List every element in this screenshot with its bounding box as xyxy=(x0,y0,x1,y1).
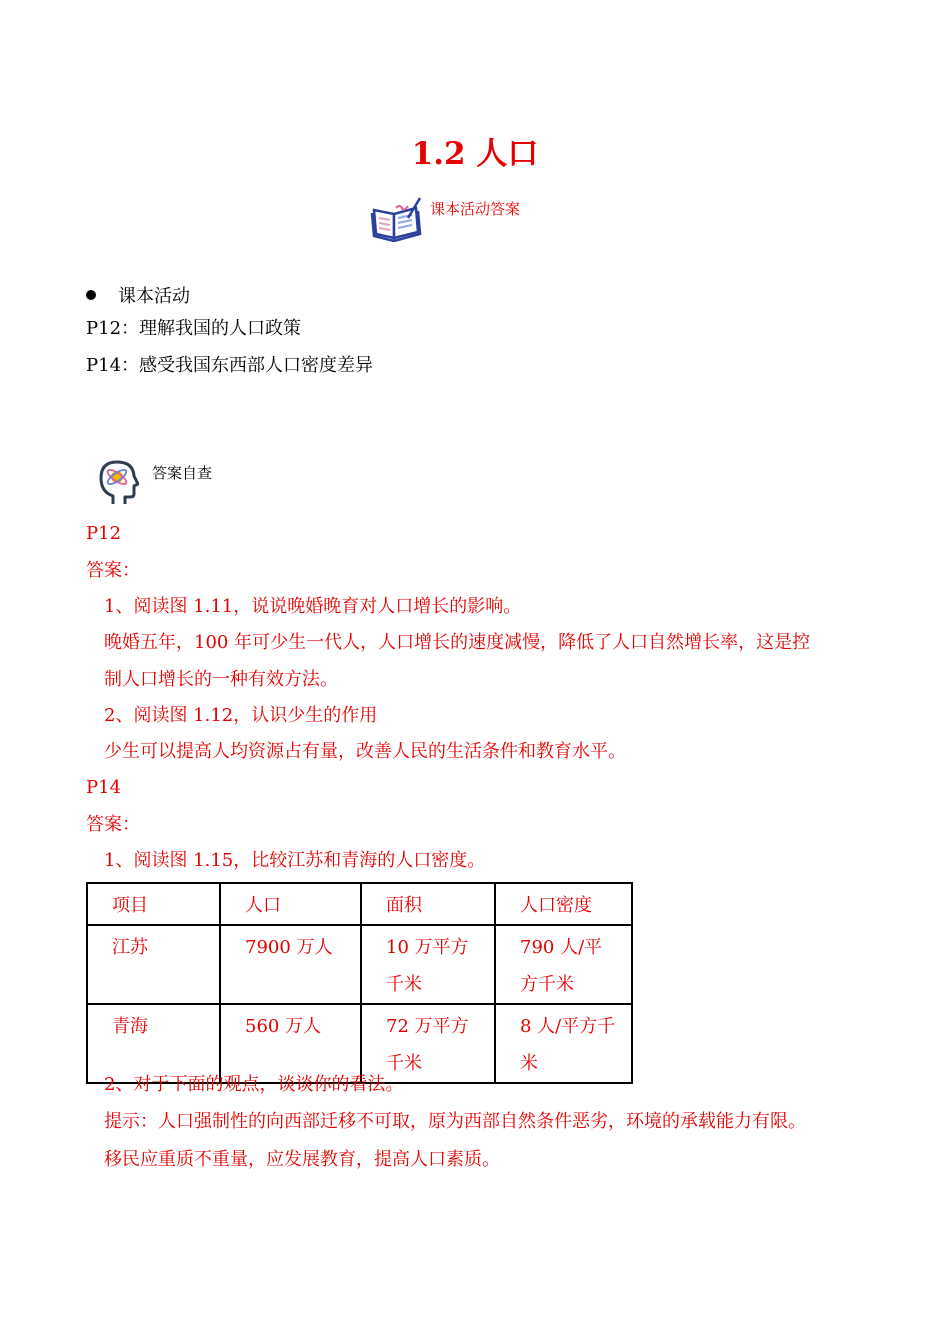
page-title: 1.2 人口 xyxy=(411,136,539,172)
p14-page-label: P14 xyxy=(86,777,122,798)
section-heading xyxy=(86,282,190,308)
p12-answer-2: 少生可以提高人均资源占有量，改善人民的生活条件和教育水平。 xyxy=(104,741,626,762)
activity-line-p12: P12：理解我国的人口政策 xyxy=(86,318,302,339)
table-cell: 江苏 xyxy=(87,925,220,1004)
table-row xyxy=(87,925,632,1004)
thinking-head-icon xyxy=(97,458,139,506)
p12-question-1: 1、阅读图 1.11，说说晚婚晚育对人口增长的影响。 xyxy=(104,596,522,617)
table-cell: 790 人/平方千米 xyxy=(495,925,632,1004)
p12-answer-label: 答案： xyxy=(86,560,140,581)
p14-answer-2-line-1: 提示：人口强制性的向西部迁移不可取，原为西部自然条件恶劣，环境的承载能力有限。 xyxy=(104,1111,806,1132)
table-cell: 青海 xyxy=(87,1004,220,1083)
p14-question-2: 2、对于下面的观点，谈谈你的看法。 xyxy=(104,1074,404,1095)
self-check-label: 答案自查 xyxy=(152,464,213,482)
population-density-table xyxy=(86,882,633,1084)
p12-page-label: P12 xyxy=(86,523,122,544)
p12-question-2: 2、阅读图 1.12，认识少生的作用 xyxy=(104,705,378,726)
p14-answer-label: 答案： xyxy=(86,814,140,835)
section-heading-label: 课本活动 xyxy=(118,286,190,307)
p14-answer-2-line-2: 移民应重质不重量，应发展教育，提高人口素质。 xyxy=(104,1149,500,1170)
table-cell: 7900 万人 xyxy=(220,925,361,1004)
table-header-cell: 项目 xyxy=(87,883,220,925)
activity-line-p14: P14：感受我国东西部人口密度差异 xyxy=(86,355,374,376)
p12-answer-1-line-2: 制人口增长的一种有效方法。 xyxy=(104,669,338,690)
table-cell: 72 万平方千米 xyxy=(361,1004,495,1083)
table-header-row xyxy=(87,883,632,925)
table-header-cell: 人口 xyxy=(220,883,361,925)
table-cell: 560 万人 xyxy=(220,1004,361,1083)
table-cell: 8 人/平方千米 xyxy=(495,1004,632,1083)
activity-answers-label: 课本活动答案 xyxy=(430,200,521,218)
bullet-icon xyxy=(86,290,96,300)
p14-question-1: 1、阅读图 1.15，比较江苏和青海的人口密度。 xyxy=(104,850,486,871)
table-header-cell: 面积 xyxy=(361,883,495,925)
table-cell: 10 万平方千米 xyxy=(361,925,495,1004)
table-header-cell: 人口密度 xyxy=(495,883,632,925)
p12-answer-1-line-1: 晚婚五年，100 年可少生一代人，人口增长的速度减慢，降低了人口自然增长率，这是控 xyxy=(104,632,811,653)
open-book-icon xyxy=(370,196,422,242)
